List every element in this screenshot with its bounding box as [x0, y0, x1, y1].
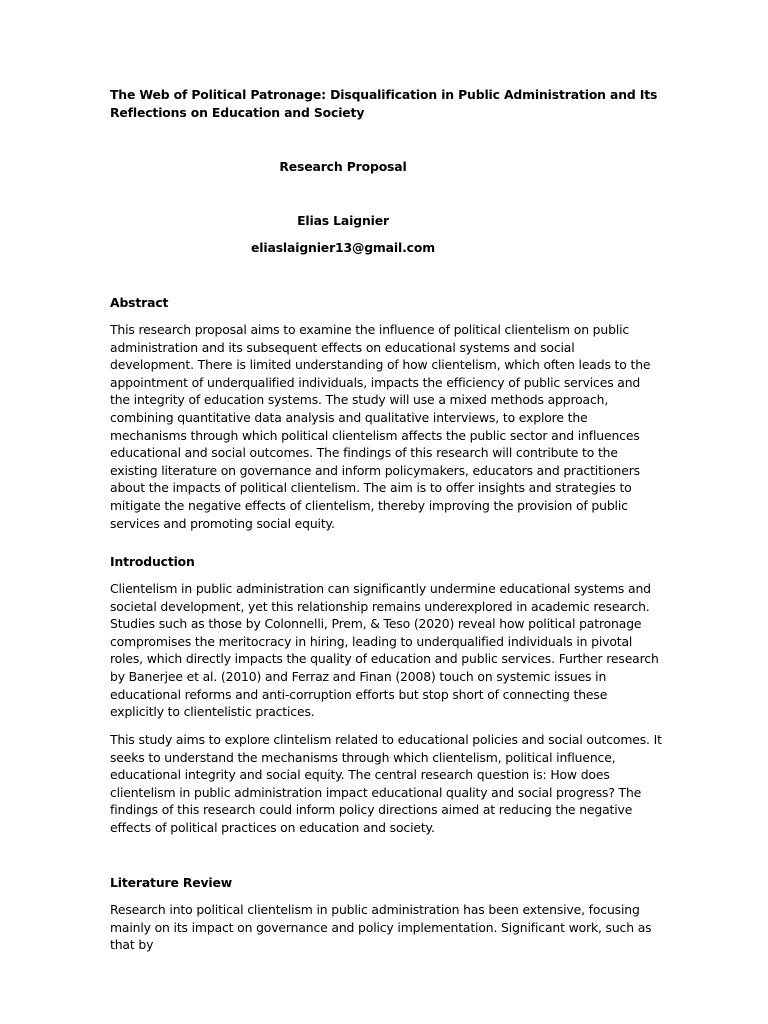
abstract-heading: Abstract [110, 295, 169, 310]
author-name: Elias Laignier [297, 213, 389, 228]
author-email: eliaslaignier13@gmail.com [251, 240, 435, 255]
introduction-paragraph-2: This study aims to explore clintelism related to educational policies and social outcomes. It seeks to understand the mechanisms through which clientelism, political influence, educational integrity and social equity. The central research question is: How does clientelism in public administration impact educational quality and social progress? The findings of this research could inform policy directions aimed at reducing the negative effects of political practices on education and society. [110, 732, 662, 835]
literature-review-heading: Literature Review [110, 875, 233, 890]
literature-review-paragraph: Research into political clientelism in public administration has been extensive, focusing mainly on its impact on governance and policy implementation. Significant work, such as that by [110, 902, 652, 953]
document-subtitle: Research Proposal [279, 159, 407, 174]
abstract-paragraph: This research proposal aims to examine the influence of political clientelism on public administration and its subsequent effects on educational systems and social development. There is limited understanding of how clientelism, which often leads to the appointment of underqualified individuals, impacts the efficiency of public services and the integrity of education systems. The study will use a mixed methods approach, combining quantitative data analysis and qualitative interviews, to explore the mechanisms through which political clientelism affects the public sector and influences educational and social outcomes. The findings of this research will contribute to the existing literature on governance and inform policymakers, educators and practitioners about the impacts of political clientelism. The aim is to offer insights and strategies to mitigate the negative effects of clientelism, thereby improving the provision of public services and promoting social equity. [110, 322, 651, 531]
introduction-paragraph-1: Clientelism in public administration can significantly undermine educational systems and societal development, yet this relationship remains underexplored in academic research. Studies such as those by Colonnelli, Prem, & Teso (2020) reveal how political patronage compromises the meritocracy in hiring, leading to underqualified individuals in pivotal roles, which directly impacts the quality of education and public services. Further research by Banerjee et al. (2010) and Ferraz and Finan (2008) touch on systemic issues in educational reforms and anti-corruption efforts but stop short of connecting these explicitly to clientelistic practices. [110, 581, 659, 720]
document-title: The Web of Political Patronage: Disqualification in Public Administration and Its Reflections on Education and Society [110, 87, 658, 120]
introduction-heading: Introduction [110, 554, 195, 569]
